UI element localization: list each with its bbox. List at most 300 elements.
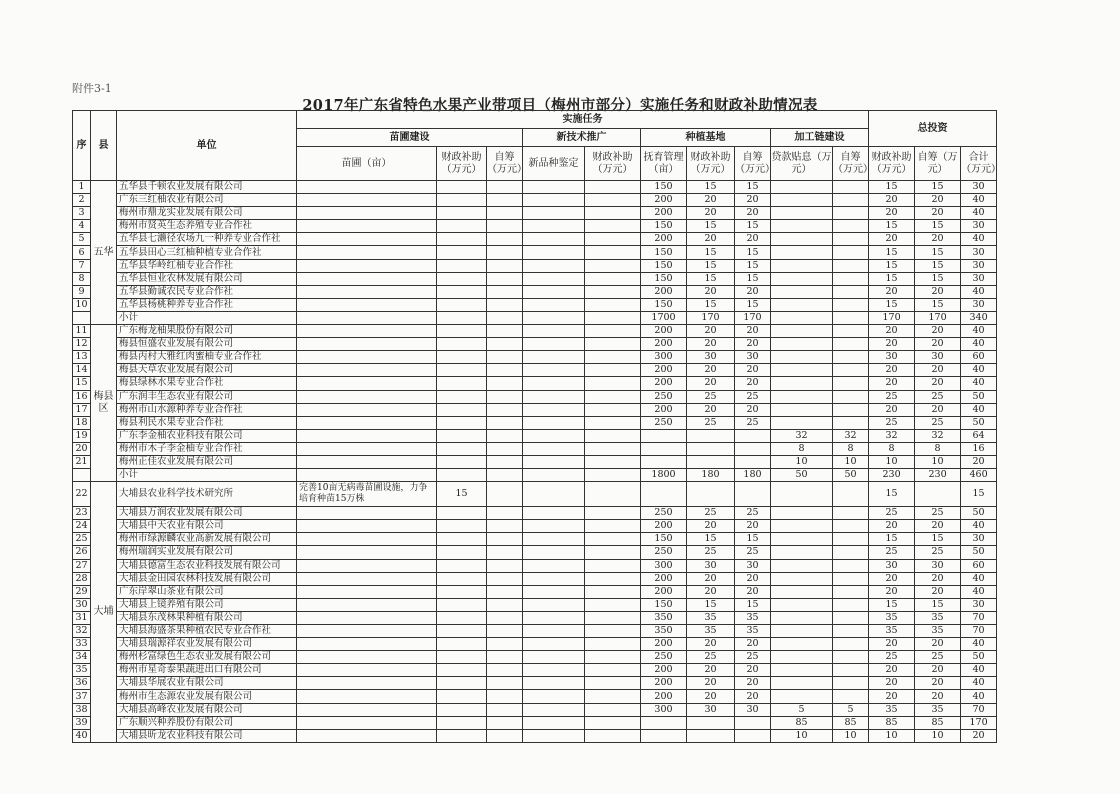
cell-area: 200 xyxy=(641,377,687,390)
cell-nursery xyxy=(297,285,437,298)
cell-ts: 30 xyxy=(915,559,961,572)
row-number: 1 xyxy=(73,181,91,194)
cell-loan xyxy=(771,298,833,311)
unit-name: 梅州市山水源种养专业合作社 xyxy=(117,403,297,416)
cell-nursery xyxy=(297,716,437,729)
cell-nfis xyxy=(437,625,487,638)
header-unit: 单位 xyxy=(117,111,297,181)
cell-loan xyxy=(771,520,833,533)
header-loan: 贷款贴息（万元） xyxy=(771,147,833,181)
table-row xyxy=(73,364,997,377)
cell-tf: 15 xyxy=(869,272,915,285)
cell-nself xyxy=(487,585,523,598)
row-number: 22 xyxy=(73,482,91,507)
cell-fis: 35 xyxy=(687,611,735,624)
cell-nself xyxy=(487,638,523,651)
table-row xyxy=(73,338,997,351)
subtotal-self: 170 xyxy=(735,311,771,324)
cell-ntfis xyxy=(585,364,641,377)
cell-loan xyxy=(771,677,833,690)
cell-area: 250 xyxy=(641,546,687,559)
row-number: 35 xyxy=(73,664,91,677)
cell-nursery xyxy=(297,572,437,585)
cell-area xyxy=(641,429,687,442)
header-nursery: 苗圃建设 xyxy=(297,129,523,147)
cell-ntfis xyxy=(585,598,641,611)
cell-loan xyxy=(771,625,833,638)
cell-nfis xyxy=(437,585,487,598)
subtotal-self: 180 xyxy=(735,469,771,482)
cell-nv xyxy=(523,338,585,351)
cell-ts: 15 xyxy=(915,181,961,194)
cell-tot: 30 xyxy=(961,598,997,611)
cell-nv xyxy=(523,507,585,520)
cell-tot: 30 xyxy=(961,259,997,272)
cell-ntfis xyxy=(585,716,641,729)
cell-nv xyxy=(523,716,585,729)
cell-loan xyxy=(771,325,833,338)
table-row xyxy=(73,377,997,390)
table-row xyxy=(73,690,997,703)
cell-nself xyxy=(487,690,523,703)
cell-self: 20 xyxy=(735,233,771,246)
table-row xyxy=(73,729,997,742)
cell-ntfis xyxy=(585,325,641,338)
cell-nfis xyxy=(437,194,487,207)
unit-name: 大埔县高峰农业发展有限公司 xyxy=(117,703,297,716)
subtotal-pself xyxy=(833,311,869,324)
cell-ntfis xyxy=(585,677,641,690)
cell-nv xyxy=(523,482,585,507)
cell-self xyxy=(735,729,771,742)
cell-tot: 40 xyxy=(961,377,997,390)
subtotal-row xyxy=(73,311,997,324)
cell-nfis xyxy=(437,325,487,338)
cell-fis: 20 xyxy=(687,690,735,703)
cell-fis: 20 xyxy=(687,207,735,220)
cell-area: 300 xyxy=(641,559,687,572)
cell-nself xyxy=(487,598,523,611)
cell-fis: 30 xyxy=(687,351,735,364)
cell-fis xyxy=(687,482,735,507)
header-new-variety: 新品种鉴定 xyxy=(523,147,585,181)
cell-nself xyxy=(487,677,523,690)
cell-self: 25 xyxy=(735,651,771,664)
cell-fis: 20 xyxy=(687,403,735,416)
cell-tot: 40 xyxy=(961,207,997,220)
table-row xyxy=(73,651,997,664)
cell-nfis xyxy=(437,611,487,624)
cell-tf: 15 xyxy=(869,246,915,259)
cell-nfis xyxy=(437,703,487,716)
cell-loan xyxy=(771,181,833,194)
header-total-sum: 合计（万元） xyxy=(961,147,997,181)
cell-self xyxy=(735,442,771,455)
cell-nursery xyxy=(297,690,437,703)
subtotal-nursery xyxy=(297,469,437,482)
cell-ntfis xyxy=(585,455,641,468)
cell-tot: 70 xyxy=(961,611,997,624)
cell-nv xyxy=(523,690,585,703)
subtotal-nv xyxy=(523,311,585,324)
cell-nv xyxy=(523,207,585,220)
header-planting: 种植基地 xyxy=(641,129,771,147)
cell-nv xyxy=(523,351,585,364)
cell-nfis xyxy=(437,416,487,429)
cell-pself xyxy=(833,533,869,546)
cell-tot: 50 xyxy=(961,390,997,403)
subtotal-nfis xyxy=(437,469,487,482)
row-number: 14 xyxy=(73,364,91,377)
cell-area: 200 xyxy=(641,325,687,338)
cell-nself xyxy=(487,325,523,338)
cell-tot: 20 xyxy=(961,729,997,742)
cell-nself xyxy=(487,716,523,729)
cell-ts: 10 xyxy=(915,729,961,742)
cell-loan xyxy=(771,285,833,298)
page-title: 2017年广东省特色水果产业带项目（梅州市部分）实施任务和财政补助情况表 xyxy=(302,97,818,114)
table-row xyxy=(73,598,997,611)
table-row xyxy=(73,285,997,298)
cell-tot: 40 xyxy=(961,403,997,416)
cell-nfis xyxy=(437,520,487,533)
cell-loan xyxy=(771,585,833,598)
cell-area: 200 xyxy=(641,285,687,298)
cell-fis xyxy=(687,729,735,742)
cell-fis: 25 xyxy=(687,416,735,429)
row-number: 28 xyxy=(73,572,91,585)
cell-ntfis xyxy=(585,533,641,546)
cell-nself xyxy=(487,377,523,390)
header-total-fiscal: 财政补助（万元） xyxy=(869,147,915,181)
cell-ntfis xyxy=(585,482,641,507)
cell-nself xyxy=(487,729,523,742)
cell-tf: 20 xyxy=(869,403,915,416)
cell-nursery xyxy=(297,429,437,442)
cell-nfis xyxy=(437,338,487,351)
cell-tf: 20 xyxy=(869,338,915,351)
table-row xyxy=(73,429,997,442)
cell-pself xyxy=(833,181,869,194)
row-number: 37 xyxy=(73,690,91,703)
cell-nursery: 完善10亩无病毒苗圃设施，力争培育种苗15万株 xyxy=(297,482,437,507)
cell-self: 15 xyxy=(735,220,771,233)
cell-self: 15 xyxy=(735,259,771,272)
cell-loan xyxy=(771,651,833,664)
cell-tot: 30 xyxy=(961,246,997,259)
cell-tot: 40 xyxy=(961,338,997,351)
cell-nfis xyxy=(437,442,487,455)
cell-pself xyxy=(833,390,869,403)
subtotal-loan xyxy=(771,311,833,324)
cell-tf: 20 xyxy=(869,677,915,690)
cell-nv xyxy=(523,442,585,455)
table-row xyxy=(73,220,997,233)
table-row xyxy=(73,194,997,207)
cell-tot: 30 xyxy=(961,220,997,233)
cell-tot: 40 xyxy=(961,572,997,585)
cell-ntfis xyxy=(585,220,641,233)
cell-loan xyxy=(771,220,833,233)
cell-fis: 20 xyxy=(687,377,735,390)
cell-ntfis xyxy=(585,651,641,664)
unit-name: 五华县田心三红柚种植专业合作社 xyxy=(117,246,297,259)
cell-fis: 15 xyxy=(687,272,735,285)
cell-ntfis xyxy=(585,559,641,572)
subtotal-nursery xyxy=(297,311,437,324)
cell-nursery xyxy=(297,546,437,559)
cell-tot: 40 xyxy=(961,664,997,677)
cell-nself xyxy=(487,246,523,259)
cell-nfis xyxy=(437,716,487,729)
cell-tf: 8 xyxy=(869,442,915,455)
row-number: 7 xyxy=(73,259,91,272)
cell-tf: 30 xyxy=(869,351,915,364)
header-processing-self: 自筹（万元） xyxy=(833,147,869,181)
cell-pself xyxy=(833,690,869,703)
unit-name: 梅州市贤英生态养殖专业合作社 xyxy=(117,220,297,233)
cell-tot: 40 xyxy=(961,233,997,246)
cell-nfis xyxy=(437,546,487,559)
cell-loan xyxy=(771,207,833,220)
cell-ntfis xyxy=(585,207,641,220)
cell-fis xyxy=(687,455,735,468)
cell-fis: 15 xyxy=(687,246,735,259)
header-seq: 序 xyxy=(73,111,91,181)
unit-name: 梅县利民水果专业合作社 xyxy=(117,416,297,429)
cell-loan xyxy=(771,559,833,572)
cell-tot: 60 xyxy=(961,351,997,364)
cell-area: 200 xyxy=(641,585,687,598)
subtotal-pself: 50 xyxy=(833,469,869,482)
cell-nfis xyxy=(437,233,487,246)
cell-pself xyxy=(833,520,869,533)
cell-nursery xyxy=(297,598,437,611)
cell-self: 15 xyxy=(735,298,771,311)
unit-name: 五华县杨桃种养专业合作社 xyxy=(117,298,297,311)
cell-ts: 15 xyxy=(915,272,961,285)
cell-nself xyxy=(487,259,523,272)
row-number: 3 xyxy=(73,207,91,220)
cell-loan xyxy=(771,338,833,351)
cell-pself xyxy=(833,325,869,338)
cell-fis: 15 xyxy=(687,220,735,233)
table-row xyxy=(73,611,997,624)
header-newtech-fiscal: 财政补助（万元） xyxy=(585,147,641,181)
cell-tf: 15 xyxy=(869,298,915,311)
cell-nfis xyxy=(437,651,487,664)
cell-nursery xyxy=(297,338,437,351)
cell-fis xyxy=(687,429,735,442)
cell-nv xyxy=(523,572,585,585)
cell-ntfis xyxy=(585,194,641,207)
cell-nursery xyxy=(297,638,437,651)
cell-nv xyxy=(523,416,585,429)
cell-self: 20 xyxy=(735,520,771,533)
subtotal-ts: 170 xyxy=(915,311,961,324)
subtotal-ntfis xyxy=(585,469,641,482)
cell-nfis xyxy=(437,259,487,272)
cell-nv xyxy=(523,181,585,194)
cell-fis: 25 xyxy=(687,507,735,520)
cell-ts: 10 xyxy=(915,455,961,468)
unit-name: 梅州瑞润实业发展有限公司 xyxy=(117,546,297,559)
cell-tot: 64 xyxy=(961,429,997,442)
cell-self: 20 xyxy=(735,690,771,703)
cell-nursery xyxy=(297,259,437,272)
cell-ts: 85 xyxy=(915,716,961,729)
cell-nv xyxy=(523,703,585,716)
cell-nursery xyxy=(297,390,437,403)
row-number: 26 xyxy=(73,546,91,559)
cell-nfis xyxy=(437,390,487,403)
county-cell: 梅县区 xyxy=(91,325,117,482)
cell-self: 20 xyxy=(735,338,771,351)
cell-nself xyxy=(487,625,523,638)
cell-nv xyxy=(523,559,585,572)
cell-ntfis xyxy=(585,729,641,742)
cell-area: 200 xyxy=(641,677,687,690)
cell-ts: 25 xyxy=(915,507,961,520)
cell-nfis xyxy=(437,403,487,416)
cell-nv xyxy=(523,403,585,416)
cell-tf: 15 xyxy=(869,220,915,233)
cell-fis: 20 xyxy=(687,338,735,351)
unit-name: 大埔县农业科学技术研究所 xyxy=(117,482,297,507)
cell-tot: 40 xyxy=(961,325,997,338)
cell-loan: 10 xyxy=(771,455,833,468)
cell-fis: 20 xyxy=(687,285,735,298)
cell-loan xyxy=(771,403,833,416)
table-row xyxy=(73,351,997,364)
cell-nfis xyxy=(437,638,487,651)
cell-tf: 85 xyxy=(869,716,915,729)
unit-name: 大埔县万润农业发展有限公司 xyxy=(117,507,297,520)
cell-nself xyxy=(487,298,523,311)
cell-pself xyxy=(833,572,869,585)
cell-tf: 15 xyxy=(869,259,915,272)
cell-ts: 25 xyxy=(915,390,961,403)
unit-name: 五华县千顿农业发展有限公司 xyxy=(117,181,297,194)
unit-name: 大埔县瑞源祥农业发展有限公司 xyxy=(117,638,297,651)
cell-pself xyxy=(833,651,869,664)
subtotal-nself xyxy=(487,469,523,482)
cell-self: 15 xyxy=(735,533,771,546)
cell-loan xyxy=(771,638,833,651)
cell-pself xyxy=(833,351,869,364)
unit-name: 大埔县中天农业有限公司 xyxy=(117,520,297,533)
cell-loan xyxy=(771,598,833,611)
unit-name: 广东顺兴种养股份有限公司 xyxy=(117,716,297,729)
cell-ts: 20 xyxy=(915,194,961,207)
cell-loan xyxy=(771,364,833,377)
cell-self: 25 xyxy=(735,507,771,520)
cell-nfis xyxy=(437,572,487,585)
cell-loan xyxy=(771,377,833,390)
table-row xyxy=(73,246,997,259)
cell-ts: 25 xyxy=(915,546,961,559)
cell-nv xyxy=(523,285,585,298)
cell-ts: 20 xyxy=(915,377,961,390)
cell-ts: 35 xyxy=(915,625,961,638)
cell-nursery xyxy=(297,625,437,638)
cell-tot: 30 xyxy=(961,533,997,546)
header-county: 县 xyxy=(91,111,117,181)
cell-tf: 25 xyxy=(869,546,915,559)
header-total-self: 自筹（万元） xyxy=(915,147,961,181)
table-row xyxy=(73,233,997,246)
row-number: 15 xyxy=(73,377,91,390)
unit-name: 梅州市鼎龙实业发展有限公司 xyxy=(117,207,297,220)
cell-area xyxy=(641,442,687,455)
cell-nv xyxy=(523,533,585,546)
cell-nursery xyxy=(297,181,437,194)
table-row xyxy=(73,664,997,677)
cell-nv xyxy=(523,677,585,690)
cell-area xyxy=(641,482,687,507)
subtotal-nself xyxy=(487,311,523,324)
cell-pself xyxy=(833,598,869,611)
header-nursery-fiscal: 财政补助（万元） xyxy=(437,147,487,181)
cell-area xyxy=(641,729,687,742)
unit-name: 广东润丰生态农业有限公司 xyxy=(117,390,297,403)
row-number: 23 xyxy=(73,507,91,520)
cell-tot: 170 xyxy=(961,716,997,729)
cell-area: 150 xyxy=(641,246,687,259)
cell-pself xyxy=(833,611,869,624)
cell-tf: 20 xyxy=(869,585,915,598)
cell-ts: 20 xyxy=(915,207,961,220)
cell-area: 200 xyxy=(641,233,687,246)
cell-nself xyxy=(487,520,523,533)
cell-nursery xyxy=(297,703,437,716)
cell-ntfis xyxy=(585,585,641,598)
cell-nv xyxy=(523,233,585,246)
cell-nursery xyxy=(297,520,437,533)
cell-tot: 15 xyxy=(961,482,997,507)
cell-fis: 20 xyxy=(687,638,735,651)
cell-pself: 5 xyxy=(833,703,869,716)
cell-nv xyxy=(523,246,585,259)
cell-tot: 50 xyxy=(961,416,997,429)
cell-ntfis xyxy=(585,664,641,677)
cell-pself: 32 xyxy=(833,429,869,442)
cell-loan xyxy=(771,690,833,703)
cell-nself xyxy=(487,546,523,559)
appendix-label: 附件3-1 xyxy=(72,82,112,95)
cell-loan xyxy=(771,664,833,677)
cell-self: 25 xyxy=(735,546,771,559)
unit-name: 梅州市木子李金柚专业合作社 xyxy=(117,442,297,455)
cell-pself xyxy=(833,207,869,220)
cell-fis: 20 xyxy=(687,664,735,677)
cell-nfis xyxy=(437,220,487,233)
cell-tot: 50 xyxy=(961,507,997,520)
cell-ts: 20 xyxy=(915,233,961,246)
table-row xyxy=(73,572,997,585)
cell-nursery xyxy=(297,455,437,468)
cell-area: 250 xyxy=(641,416,687,429)
cell-area: 200 xyxy=(641,520,687,533)
cell-ntfis xyxy=(585,520,641,533)
unit-name: 大埔县金田园农林科技发展有限公司 xyxy=(117,572,297,585)
cell-self: 20 xyxy=(735,285,771,298)
cell-fis: 15 xyxy=(687,259,735,272)
cell-loan xyxy=(771,390,833,403)
cell-ntfis xyxy=(585,638,641,651)
subtotal-label: 小计 xyxy=(117,311,297,324)
cell-tot: 50 xyxy=(961,651,997,664)
